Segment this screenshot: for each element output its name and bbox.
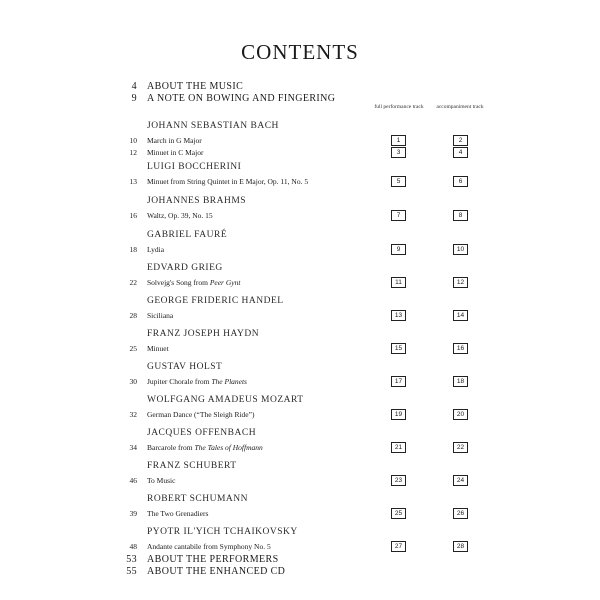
section-label: ABOUT THE MUSIC (147, 81, 244, 92)
full-track-number: 3 (391, 147, 406, 158)
full-track-number: 7 (391, 210, 406, 221)
full-track-number: 17 (391, 376, 406, 387)
work-title: Lydia (147, 245, 165, 254)
composer-name: LUIGI BOCCHERINI (147, 162, 242, 172)
accompaniment-track-number: 6 (453, 176, 468, 187)
page-number: 34 (129, 443, 137, 452)
composer-name: EDVARD GRIEG (147, 263, 223, 273)
accompaniment-track-number: 24 (453, 475, 468, 486)
work-title: Jupiter Chorale from The Planets (147, 377, 247, 386)
accompaniment-track-number: 18 (453, 376, 468, 387)
work-title: Barcarole from The Tales of Hoffmann (147, 443, 263, 452)
composer-name: JOHANN SEBASTIAN BACH (147, 121, 279, 131)
composer-name: JOHANNES BRAHMS (147, 196, 247, 206)
page-number: 25 (129, 344, 137, 353)
work-title: To Music (147, 476, 176, 485)
accompaniment-track-number: 10 (453, 244, 468, 255)
page-number: 22 (129, 278, 137, 287)
work-title: Solvejg's Song from Peer Gynt (147, 278, 241, 287)
page-title: CONTENTS (241, 40, 359, 64)
page-number: 48 (129, 542, 137, 551)
page-number: 32 (129, 410, 137, 419)
work-title: Andante cantabile from Symphony No. 5 (147, 542, 271, 551)
work-title: March in G Major (147, 136, 202, 145)
accompaniment-track-number: 14 (453, 310, 468, 321)
composer-name: WOLFGANG AMADEUS MOZART (147, 395, 304, 405)
full-track-number: 13 (391, 310, 406, 321)
section-label: ABOUT THE PERFORMERS (147, 554, 279, 565)
page-number: 10 (129, 136, 137, 145)
work-title-italic: The Planets (211, 377, 247, 386)
full-track-number: 19 (391, 409, 406, 420)
page-number: 18 (129, 245, 137, 254)
full-track-number: 23 (391, 475, 406, 486)
page-number: 30 (129, 377, 137, 386)
composer-name: ROBERT SCHUMANN (147, 494, 248, 504)
work-title: Minuet (147, 344, 169, 353)
accompaniment-track-number: 8 (453, 210, 468, 221)
full-track-number: 5 (391, 176, 406, 187)
section-label: A NOTE ON BOWING AND FINGERING (147, 93, 336, 104)
work-title: Siciliana (147, 311, 174, 320)
work-title: Minuet in C Major (147, 148, 204, 157)
column-header-accomp: accompaniment track (436, 104, 484, 110)
page-number: 28 (129, 311, 137, 320)
full-track-number: 27 (391, 541, 406, 552)
work-title-italic: Peer Gynt (209, 278, 241, 287)
composer-name: FRANZ SCHUBERT (147, 461, 237, 471)
accompaniment-track-number: 2 (453, 135, 468, 146)
composer-name: GUSTAV HOLST (147, 362, 223, 372)
full-track-number: 25 (391, 508, 406, 519)
page-number: 12 (129, 148, 137, 157)
full-track-number: 1 (391, 135, 406, 146)
full-track-number: 11 (391, 277, 406, 288)
page-number: 39 (129, 509, 137, 518)
column-header-full: full performance track (374, 104, 424, 110)
composer-name: GABRIEL FAURÉ (147, 230, 228, 240)
accompaniment-track-number: 28 (453, 541, 468, 552)
accompaniment-track-number: 26 (453, 508, 468, 519)
page-number: 4 (131, 81, 137, 92)
page-number: 53 (126, 554, 137, 565)
page-number: 55 (126, 566, 137, 577)
work-title: German Dance (“The Sleigh Ride”) (147, 410, 255, 419)
composer-name: JACQUES OFFENBACH (147, 428, 257, 438)
composer-name: GEORGE FRIDERIC HANDEL (147, 296, 284, 306)
work-title-italic: The Tales of Hoffmann (194, 443, 263, 452)
full-track-number: 15 (391, 343, 406, 354)
full-track-number: 21 (391, 442, 406, 453)
composer-name: PYOTR IL'YICH TCHAIKOVSKY (147, 527, 298, 537)
accompaniment-track-number: 12 (453, 277, 468, 288)
accompaniment-track-number: 4 (453, 147, 468, 158)
work-title: Minuet from String Quintet in E Major, Op. 11, No. 5 (147, 177, 309, 186)
page-number: 16 (129, 211, 137, 220)
accompaniment-track-number: 16 (453, 343, 468, 354)
page-number: 46 (129, 476, 137, 485)
full-track-number: 9 (391, 244, 406, 255)
section-label: ABOUT THE ENHANCED CD (147, 566, 286, 577)
composer-name: FRANZ JOSEPH HAYDN (147, 329, 260, 339)
work-title: Waltz, Op. 39, No. 15 (147, 211, 213, 220)
page-number: 13 (129, 177, 137, 186)
page-number: 9 (131, 93, 137, 104)
accompaniment-track-number: 20 (453, 409, 468, 420)
work-title: The Two Grenadiers (147, 509, 209, 518)
accompaniment-track-number: 22 (453, 442, 468, 453)
